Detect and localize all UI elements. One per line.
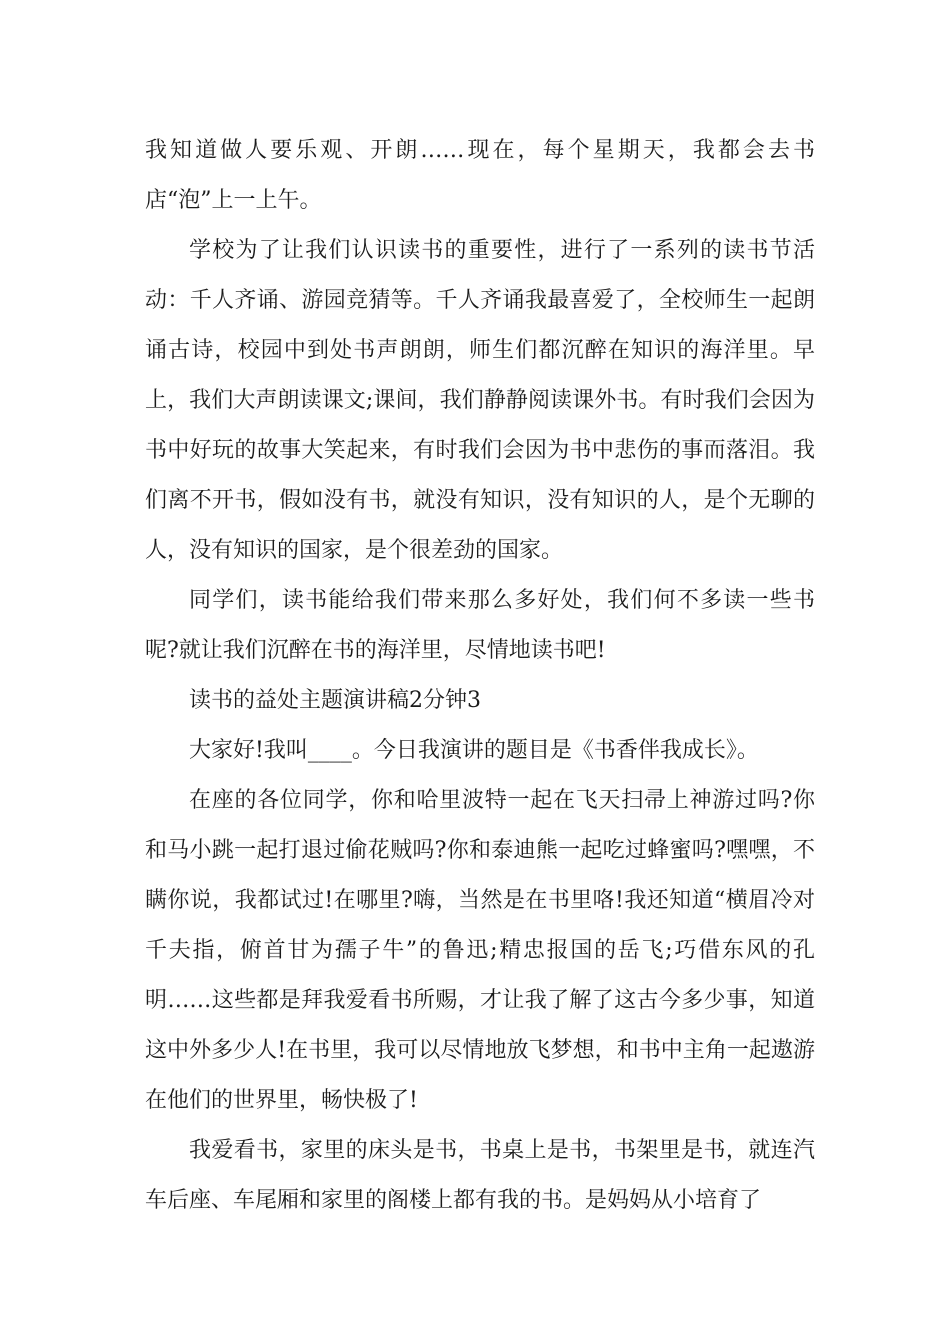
paragraph-closing-appeal: 同学们，读书能给我们带来那么多好处，我们何不多读一些书呢?就让我们沉醉在书的海洋里，尽情地读书吧! — [145, 588, 815, 663]
section-heading: 读书的益处主题演讲稿2分钟3 — [189, 688, 481, 713]
paragraph-books-at-home: 我爱看书，家里的床头是书，书桌上是书，书架里是书，就连汽车后座、车尾厢和家里的阁楼上都有我的书。是妈妈从小培育了 — [145, 1138, 815, 1213]
document-body — [145, 126, 815, 1226]
paragraph-reading-activities: 学校为了让我们认识读书的重要性，进行了一系列的读书节活动：千人齐诵、游园竞猜等。千人齐诵我最喜爱了，全校师生一起朗诵古诗，校园中到处书声朗朗，师生们都沉醉在知识的海洋里。早上，我们大声朗读课文;课间，我们静静阅读课外书。有时我们会因为书中好玩的故事大笑起来，有时我们会因为书中悲伤的事而落泪。我们离不开书，假如没有书，就没有知识，没有知识的人，是个无聊的人，没有知识的国家，是个很差劲的国家。 — [145, 238, 815, 563]
paragraph-book-adventures: 在座的各位同学，你和哈里波特一起在飞天扫帚上神游过吗?你和马小跳一起打退过偷花贼吗?你和泰迪熊一起吃过蜂蜜吗?嘿嘿，不瞒你说，我都试过!在哪里?嗨，当然是在书里咯!我还知道“横眉冷对千夫指，俯首甘为孺子牛”的鲁迅;精忠报国的岳飞;巧借东风的孔明……这些都是拜我爱看书所赐，才让我了解了这古今多少事，知道这中外多少人!在书里，我可以尽情地放飞梦想，和书中主角一起遨游在他们的世界里，畅快极了! — [145, 788, 815, 1113]
speech-opening-line: 大家好!我叫____。今日我演讲的题目是《书香伴我成长》。 — [189, 738, 759, 763]
paragraph-continuation: 我知道做人要乐观、开朗……现在，每个星期天，我都会去书店“泡”上一上午。 — [145, 138, 815, 213]
